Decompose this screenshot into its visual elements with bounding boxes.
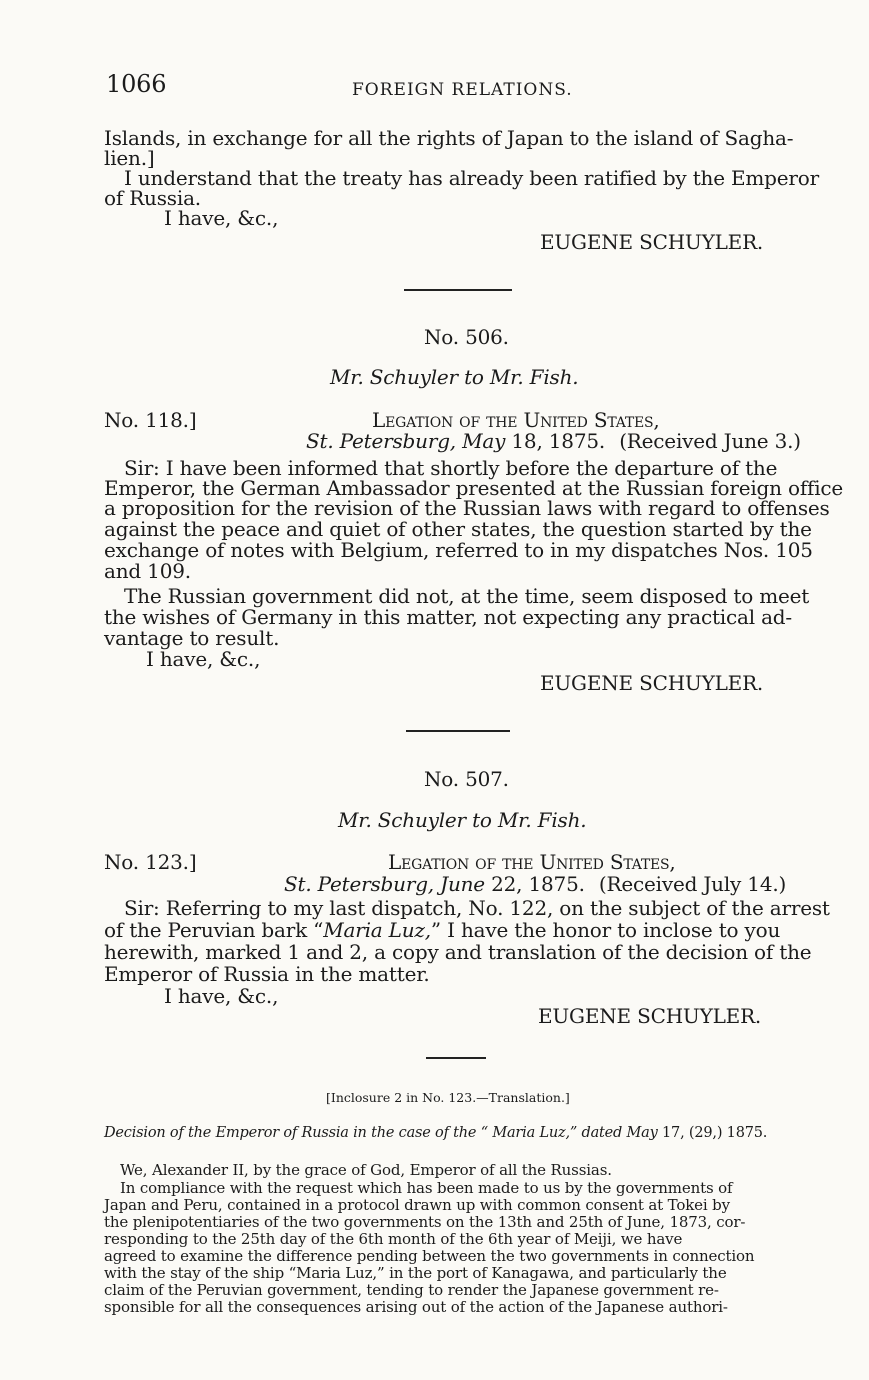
intro-line-4: of Russia. — [104, 186, 201, 210]
doc506-para1-line-5: exchange of notes with Belgium, referred to in my dispatches Nos. 105 — [104, 538, 813, 562]
doc507-line2-start: of the Peruvian bark “ — [104, 918, 324, 942]
doc506-place: St. Petersburg, — [306, 429, 456, 453]
doc507-line2-end: ” I have the honor to inclose to you — [430, 918, 781, 942]
inclosure-title — [104, 1125, 767, 1141]
inclosure-title-part-2: 17, (29,) 1875. — [662, 1125, 768, 1141]
ship-name: Maria Luz, — [323, 918, 431, 942]
doc506-para1-line-4: against the peace and quiet of other states, the question started by the — [104, 517, 812, 541]
doc506-para2-line-3: vantage to result. — [104, 626, 280, 650]
inclosure-line-1: We, Alexander II, by the grace of God, Emperor of all the Russias. — [120, 1161, 612, 1179]
intro-closing: I have, &c., — [164, 206, 279, 230]
doc507-heading: Mr. Schuyler to Mr. Fish. — [338, 808, 587, 832]
doc507-reference: No. 123.] — [104, 850, 197, 874]
doc506-para1-line-2: Emperor, the German Ambassador presented at the Russian foreign office — [104, 476, 844, 500]
doc507-para1-line-3: herewith, marked 1 and 2, a copy and translation of the decision of the — [104, 940, 812, 964]
intro-signature: EUGENE SCHUYLER. — [540, 230, 764, 254]
section-divider — [404, 289, 512, 291]
doc507-place: St. Petersburg, — [284, 872, 434, 896]
page-number: 1066 — [106, 70, 167, 98]
inclosure-line-7: with the stay of the ship “Maria Luz,” in the port of Kanagawa, and particularly the — [104, 1264, 727, 1282]
doc507-signature: EUGENE SCHUYLER. — [538, 1004, 762, 1028]
doc506-received: (Received June 3.) — [619, 429, 801, 453]
doc506-legation: Legation of the United States, — [372, 408, 660, 432]
doc506-date-month: May — [462, 429, 506, 453]
doc506-para1-line-1: Sir: I have been informed that shortly before the departure of the — [124, 456, 778, 480]
doc507-received: (Received July 14.) — [598, 872, 787, 896]
doc507-para1-line-4: Emperor of Russia in the matter. — [104, 962, 430, 986]
doc506-signature: EUGENE SCHUYLER. — [540, 671, 764, 695]
intro-line-3: I understand that the treaty has already been ratified by the Emperor — [124, 166, 819, 190]
doc506-para2-line-1: The Russian government did not, at the time, seem disposed to meet — [124, 584, 810, 608]
inclosure-line-9: sponsible for all the consequences arising out of the action of the Japanese authori- — [104, 1298, 728, 1316]
section-divider — [426, 1057, 486, 1059]
doc507-dateline — [284, 874, 786, 895]
doc507-date-rest: 22, 1875. — [491, 872, 585, 896]
intro-line-1: Islands, in exchange for all the rights of Japan to the island of Sagha- — [104, 126, 794, 150]
doc506-para1-line-6: and 109. — [104, 559, 191, 583]
doc506-para1-line-3: a proposition for the revision of the Russian laws with regard to offenses — [104, 496, 830, 520]
doc506-date-rest: 18, 1875. — [511, 429, 606, 453]
inclosure-line-4: the plenipotentiaries of the two governments on the 13th and 25th of June, 1873, cor- — [104, 1213, 746, 1231]
doc507-para1-line-1: Sir: Referring to my last dispatch, No. 122, on the subject of the arrest — [124, 896, 830, 920]
inclosure-line-2: In compliance with the request which has been made to us by the governments of — [120, 1179, 733, 1197]
inclosure-title-part-1: Decision of the Emperor of Russia in the case of the “ Maria Luz,” dated May — [104, 1125, 658, 1141]
inclosure-line-3: Japan and Peru, contained in a protocol drawn up with common consent at Tokei by — [104, 1196, 730, 1214]
doc506-reference: No. 118.] — [104, 408, 197, 432]
doc507-para1-line-2 — [104, 920, 780, 941]
intro-line-2: lien.] — [104, 146, 155, 170]
doc507-closing: I have, &c., — [164, 984, 279, 1008]
inclosure-line-6: agreed to examine the difference pending between the two governments in connection — [104, 1247, 755, 1265]
inclosure-line-5: responding to the 25th day of the 6th month of the 6th year of Meiji, we have — [104, 1230, 683, 1248]
doc506-para2-line-2: the wishes of Germany in this matter, not expecting any practical ad- — [104, 605, 792, 629]
inclosure-line-8: claim of the Peruvian government, tending to render the Japanese government re- — [104, 1281, 719, 1299]
doc507-legation: Legation of the United States, — [388, 850, 676, 874]
doc506-heading: Mr. Schuyler to Mr. Fish. — [330, 365, 579, 389]
doc506-number: No. 506. — [424, 325, 509, 349]
inclosure-label: [Inclosure 2 in No. 123.—Translation.] — [326, 1090, 570, 1105]
doc506-dateline — [306, 431, 801, 452]
section-divider — [406, 730, 510, 732]
doc506-closing: I have, &c., — [146, 647, 261, 671]
doc507-date-month: June — [440, 872, 485, 896]
doc507-number: No. 507. — [424, 767, 509, 791]
running-title: FOREIGN RELATIONS. — [352, 80, 573, 100]
